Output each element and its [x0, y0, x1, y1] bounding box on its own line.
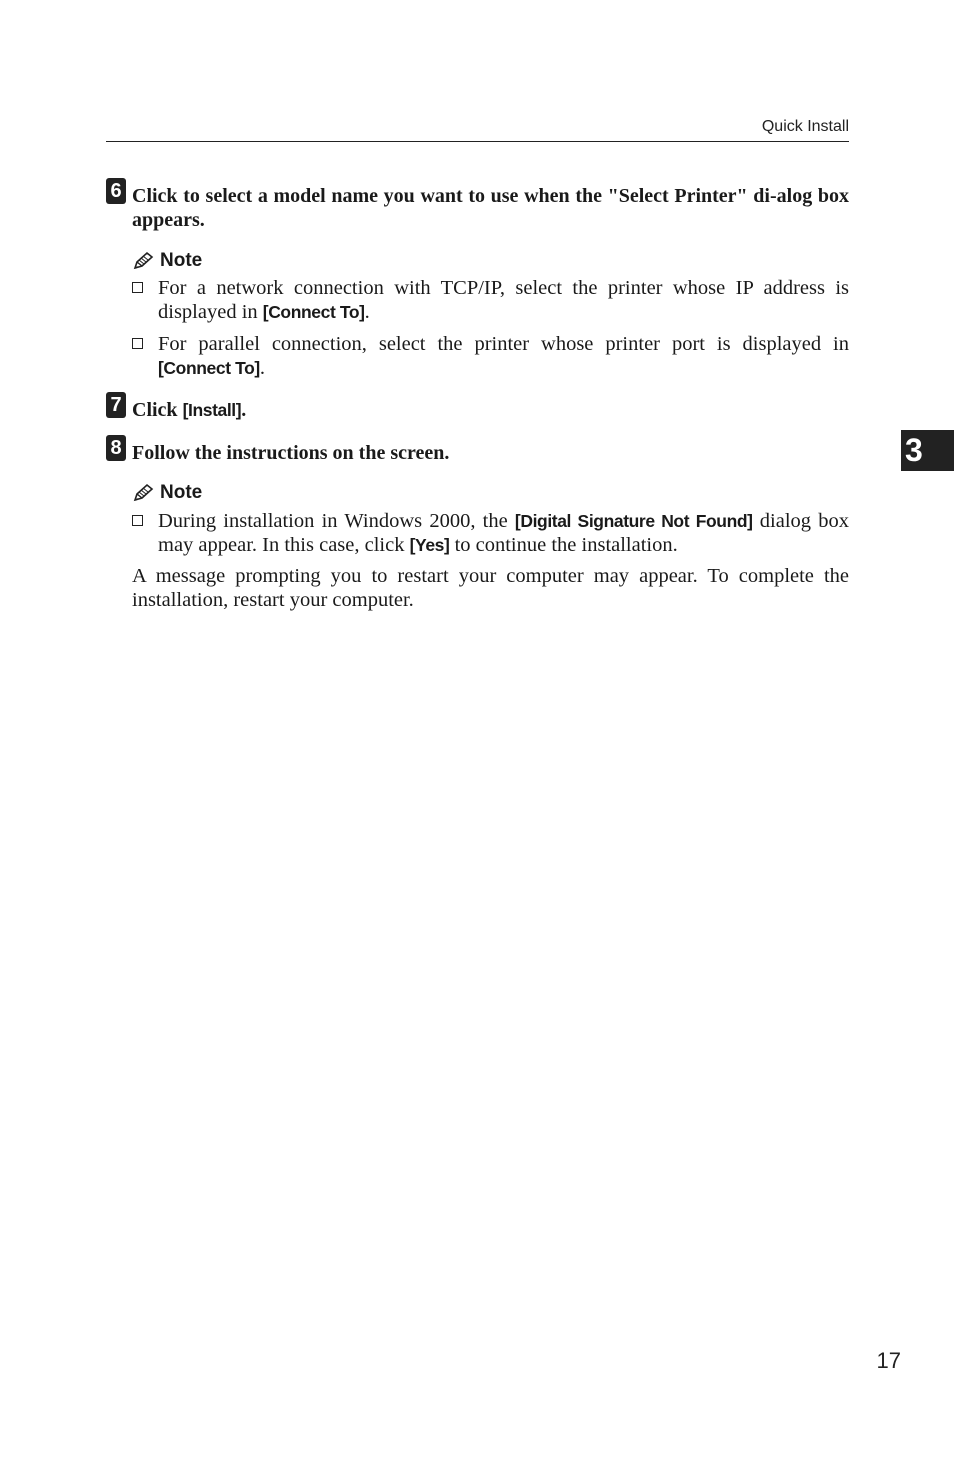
- note-item-2-text: For parallel connection, select the printer whose printer port is displayed in [Connect To].: [158, 333, 849, 379]
- note-item-3: [132, 509, 849, 557]
- note-label-2: Note: [160, 482, 203, 503]
- header-title: Quick Install: [761, 118, 849, 135]
- step-6-badge: 6: [106, 178, 126, 204]
- chapter-tab: 3: [901, 430, 954, 471]
- step-8-text: Follow the instructions on the screen.: [132, 442, 450, 464]
- pencil-icon: [132, 251, 154, 271]
- install-ref: [Install]: [182, 400, 242, 420]
- step-8-badge: 8: [106, 435, 126, 461]
- note-heading: [132, 249, 202, 273]
- note-item-1-text: For a network connection with TCP/IP, select the printer whose IP address is displayed in [Connect To].: [158, 277, 849, 323]
- connect-to-ref: [Connect To]: [262, 302, 365, 322]
- note-item-2: [132, 332, 849, 380]
- checkbox-icon: [132, 515, 143, 526]
- step-7-badge: 7: [106, 392, 126, 418]
- note-item-3-text: During installation in Windows 2000, the [Digital Signature Not Found] dialog box may appear. In this case, click [Yes] to continue the installation.: [158, 510, 849, 556]
- note-item-1: [132, 276, 849, 324]
- closing-paragraph: A message prompting you to restart your computer may appear. To complete the installation, restart your computer.: [132, 565, 849, 611]
- connect-to-ref: [Connect To]: [158, 358, 260, 378]
- pencil-icon: [132, 483, 154, 503]
- step-7-text: Click [Install].: [132, 399, 247, 421]
- note-heading-2: [132, 481, 202, 505]
- checkbox-icon: [132, 282, 143, 293]
- page-number: 17: [876, 1348, 901, 1373]
- checkbox-icon: [132, 338, 143, 349]
- note-label: Note: [160, 250, 203, 271]
- digital-signature-ref: [Digital Signature Not Found]: [514, 511, 753, 531]
- header-rule: [106, 141, 849, 142]
- yes-ref: [Yes]: [409, 535, 450, 555]
- step-6-text: Click to select a model name you want to use when the "Select Printer" di-alog box appears.: [132, 185, 849, 231]
